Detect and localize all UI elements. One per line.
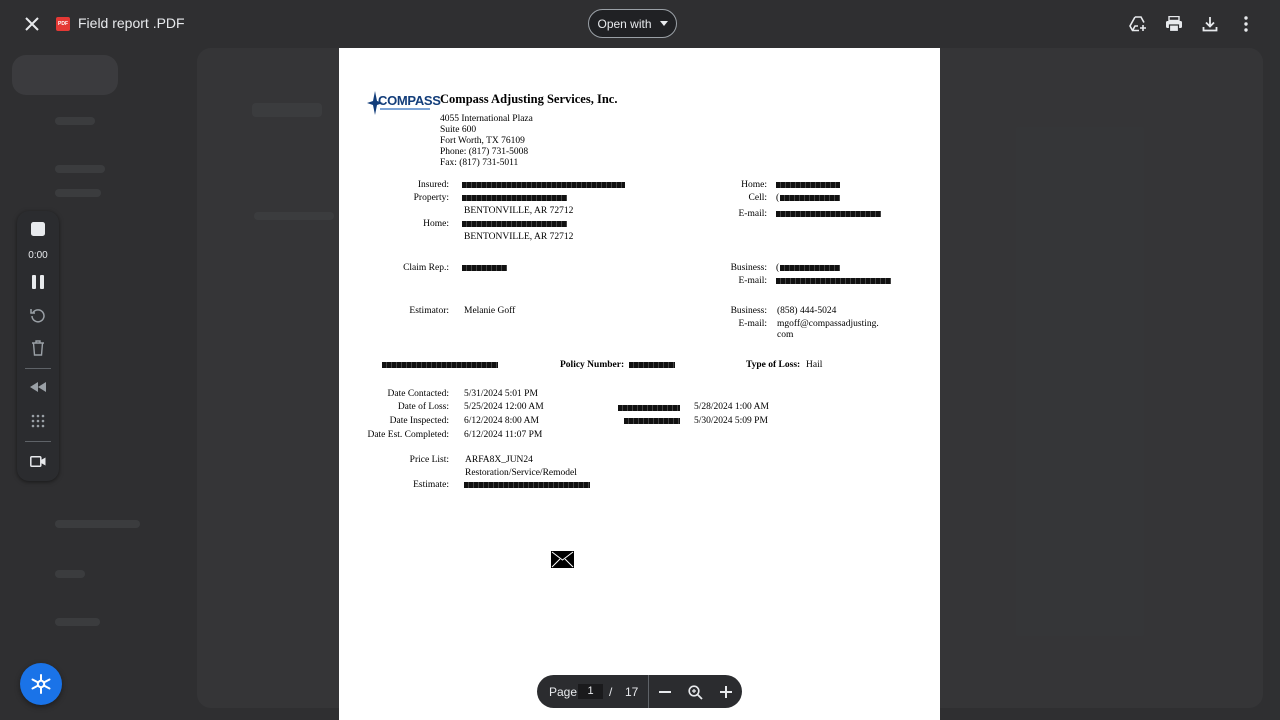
page-navigation-bar xyxy=(537,675,742,708)
home-label: Home: xyxy=(423,219,449,229)
envelope-icon xyxy=(551,551,574,568)
total-pages: 17 xyxy=(625,685,639,699)
estimator-label: Estimator: xyxy=(409,306,449,316)
screen-recorder-panel xyxy=(17,211,59,481)
redaction-bar xyxy=(624,418,680,424)
logo-underline xyxy=(380,108,430,110)
company-name: Compass Adjusting Services, Inc. xyxy=(440,92,618,106)
rewind-icon xyxy=(30,382,46,392)
close-button[interactable] xyxy=(18,10,46,38)
redaction-bar xyxy=(629,362,675,368)
fax-line: Fax: (817) 731-5011 xyxy=(440,158,519,168)
add-to-drive-icon xyxy=(1129,16,1147,32)
divider xyxy=(25,441,51,442)
right-date-value: 5/30/2024 5:09 PM xyxy=(694,416,768,426)
page-number-input[interactable]: 1 xyxy=(578,684,603,699)
business-label: Business: xyxy=(730,263,767,273)
address-line: Suite 600 xyxy=(440,125,477,135)
zoom-in-button[interactable] xyxy=(716,682,736,702)
page-separator: / xyxy=(609,685,613,699)
camera-toggle-button[interactable] xyxy=(26,449,50,473)
cell-label: Cell: xyxy=(748,193,767,203)
pause-icon xyxy=(32,275,44,289)
zoom-fit-button[interactable] xyxy=(685,682,705,702)
print-icon xyxy=(1165,16,1183,32)
recording-time: 0:00 xyxy=(28,250,48,261)
address-line: Fort Worth, TX 76109 xyxy=(440,136,525,146)
estimator-name: Melanie Goff xyxy=(464,306,516,316)
claim-rep-label: Claim Rep.: xyxy=(403,263,449,273)
date-inspected-value: 6/12/2024 8:00 AM xyxy=(464,416,539,426)
price-list-desc: Restoration/Service/Remodel xyxy=(465,468,577,478)
redaction-bar xyxy=(776,182,840,188)
home-city: BENTONVILLE, AR 72712 xyxy=(464,232,574,242)
divider xyxy=(648,675,649,708)
cell-prefix: ( xyxy=(776,193,780,203)
right-date-value: 5/28/2024 1:00 AM xyxy=(694,402,769,412)
plus-icon xyxy=(720,686,732,698)
business-label: Business: xyxy=(730,306,767,316)
redaction-bar xyxy=(462,221,567,227)
caret-down-icon xyxy=(660,21,668,26)
email-label: E-mail: xyxy=(738,276,767,286)
redaction-bar xyxy=(776,278,891,284)
redaction-bar xyxy=(780,265,840,271)
date-of-loss-value: 5/25/2024 12:00 AM xyxy=(464,402,544,412)
stop-recording-button[interactable] xyxy=(26,217,50,241)
divider xyxy=(25,368,51,369)
restart-button[interactable] xyxy=(26,303,50,327)
delete-recording-button[interactable] xyxy=(26,336,50,360)
phone-line: Phone: (817) 731-5008 xyxy=(440,147,529,157)
property-city: BENTONVILLE, AR 72712 xyxy=(464,206,574,216)
stop-icon xyxy=(31,222,45,236)
redaction-bar xyxy=(464,482,590,488)
date-est-completed-value: 6/12/2024 11:07 PM xyxy=(464,430,543,440)
business-prefix: ( xyxy=(776,263,780,273)
redaction-bar xyxy=(780,195,840,201)
open-with-button[interactable] xyxy=(588,9,677,38)
zoom-icon xyxy=(688,685,703,700)
more-vert-icon xyxy=(1244,16,1248,32)
redaction-bar xyxy=(776,211,881,217)
estimator-email-cont: com xyxy=(777,330,794,340)
assistant-button[interactable] xyxy=(20,663,62,705)
print-button[interactable] xyxy=(1162,12,1186,36)
more-options-button[interactable] xyxy=(1234,12,1258,36)
snowflake-icon xyxy=(31,674,51,694)
minus-icon xyxy=(659,691,671,693)
download-icon xyxy=(1202,16,1218,32)
price-list-value: ARFA8X_JUN24 xyxy=(465,455,533,465)
pdf-file-icon: PDF xyxy=(56,17,70,31)
redaction-bar xyxy=(618,405,680,411)
zoom-out-button[interactable] xyxy=(655,682,675,702)
company-logo-text: COMPASS xyxy=(378,93,441,108)
rewind-button[interactable] xyxy=(26,375,50,399)
download-button[interactable] xyxy=(1198,12,1222,36)
price-list-label: Price List: xyxy=(409,455,449,465)
restart-icon xyxy=(30,307,46,323)
close-icon xyxy=(25,17,39,31)
insured-label: Insured: xyxy=(417,180,449,190)
trash-icon xyxy=(31,340,45,356)
date-of-loss-label: Date of Loss: xyxy=(397,402,449,412)
date-inspected-label: Date Inspected: xyxy=(389,416,449,426)
redaction-bar xyxy=(462,182,625,188)
date-contacted-value: 5/31/2024 5:01 PM xyxy=(464,389,538,399)
video-camera-icon xyxy=(30,456,46,467)
add-to-drive-button[interactable] xyxy=(1126,12,1150,36)
email-label: E-mail: xyxy=(738,319,767,329)
viewer-topbar xyxy=(0,0,1280,48)
redaction-bar xyxy=(382,362,498,368)
pause-button[interactable] xyxy=(26,270,50,294)
type-of-loss-value: Hail xyxy=(806,360,823,370)
property-label: Property: xyxy=(413,193,449,203)
redaction-bar xyxy=(462,195,567,201)
file-title: Field report .PDF xyxy=(78,15,185,31)
home-phone-label: Home: xyxy=(741,180,767,190)
pdf-page xyxy=(339,48,940,720)
address-line: 4055 International Plaza xyxy=(440,114,533,124)
estimator-email: mgoff@compassadjusting. xyxy=(777,319,879,329)
open-with-label: Open with xyxy=(597,16,652,31)
policy-number-label: Policy Number: xyxy=(560,360,625,370)
email-label: E-mail: xyxy=(738,209,767,219)
date-contacted-label: Date Contacted: xyxy=(387,389,449,399)
date-est-completed-label: Date Est. Completed: xyxy=(367,430,449,440)
keypad-button[interactable] xyxy=(26,409,50,433)
estimate-label: Estimate: xyxy=(413,480,449,490)
grid-dots-icon xyxy=(31,414,45,428)
page-label: Page xyxy=(549,685,578,699)
business-phone: (858) 444-5024 xyxy=(777,306,837,316)
type-of-loss-label: Type of Loss: xyxy=(746,360,801,370)
redaction-bar xyxy=(462,265,507,271)
